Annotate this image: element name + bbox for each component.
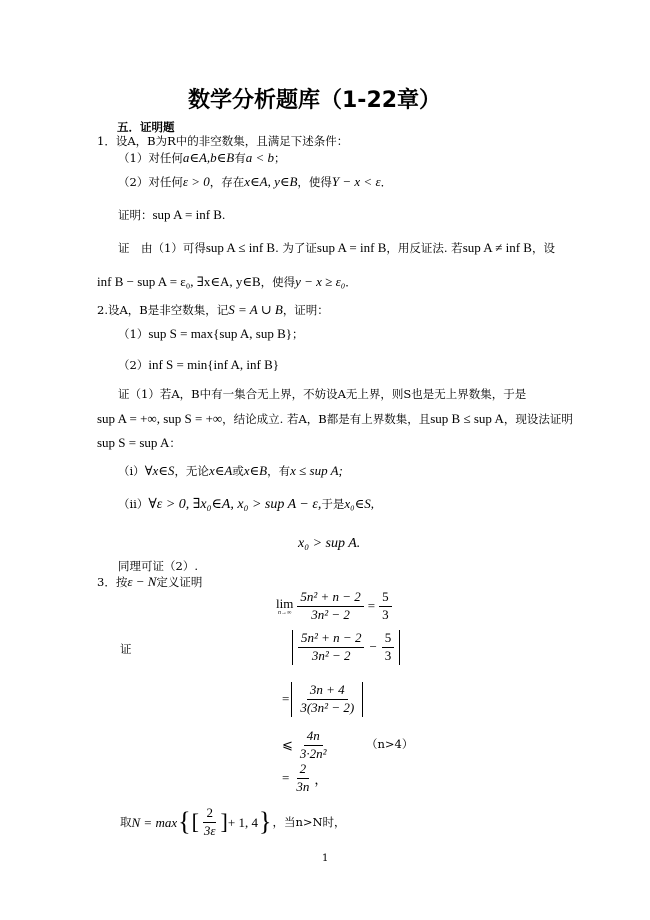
step1-equals: = — [282, 691, 290, 707]
case1-c: x∈A — [208, 463, 233, 478]
problem-1-proof-line-2 — [97, 275, 357, 289]
minus-sign: − — [369, 639, 377, 655]
left-brace: { — [178, 807, 191, 837]
cond2-label: （2）对任何 — [118, 175, 183, 189]
p2-statement-b: S = A ∪ B — [228, 302, 283, 317]
cond2-mid: ，存在 — [209, 175, 245, 189]
lhs-num: 5n² + n − 2 — [297, 590, 363, 607]
proof2-b: ，使得 — [260, 275, 296, 289]
step3-den: 3n — [296, 778, 310, 794]
step-1 — [282, 682, 363, 717]
p3-statement-a: 3．按 — [97, 575, 128, 589]
proof2-d: ． — [345, 275, 357, 289]
right-brace: } — [258, 807, 272, 837]
problem-3-proof-label: 证 — [120, 642, 132, 656]
prove-math: sup A = inf B. — [152, 207, 226, 222]
proof-c: . 为了证 — [275, 241, 317, 255]
p3-statement-c: 定义证明 — [156, 575, 203, 589]
page-title: 数学分析题库（1-22章） — [188, 88, 442, 113]
limit-expression — [276, 590, 394, 623]
proof-f: sup A ≠ inf B — [462, 240, 532, 255]
step3-comma: ， — [314, 771, 328, 787]
item1-label: （1） — [118, 327, 149, 341]
problem-2-item-2 — [118, 358, 279, 372]
p2-statement-c: ，证明： — [282, 303, 329, 317]
problem-2-statement — [97, 303, 329, 317]
step2-leq: ⩽ — [282, 737, 293, 753]
step1-abs — [291, 682, 363, 717]
abs-bars — [292, 630, 400, 665]
step2-den: 3·2n² — [299, 745, 327, 761]
case1-b: ，无论 — [174, 464, 209, 478]
step2-frac — [297, 729, 330, 762]
problem-2-case-2 — [118, 497, 374, 512]
proof-a: 证 由（1）可得 — [118, 241, 206, 255]
case1-e: x∈B — [243, 463, 268, 478]
prove-label: 证明： — [118, 208, 153, 222]
problem-2-proof-line-3 — [97, 436, 181, 450]
limit-word: lim — [276, 595, 294, 611]
problem-3-statement — [97, 575, 202, 589]
case1-a: ∀x∈S — [144, 463, 175, 478]
step1-num: 3n + 4 — [307, 683, 348, 700]
pr-c2: ： — [169, 436, 181, 450]
case1-f: ，有 — [267, 464, 291, 478]
rhs-num: 5 — [379, 590, 392, 607]
lhs-den: 3n² − 2 — [311, 606, 350, 622]
case1-d: 或 — [232, 464, 244, 478]
item1-end: ； — [292, 327, 304, 341]
cond2-mid2: ，使得 — [297, 175, 332, 189]
step-2 — [282, 729, 332, 762]
problem-2-proof-line-2 — [97, 412, 573, 426]
step3-frac — [293, 762, 312, 795]
proof-b: sup A ≤ inf B — [205, 240, 276, 255]
case2-a: ∀ε > 0, ∃x₀∈A, x₀ > sup A − ε, — [148, 497, 322, 512]
step3-equals: = — [282, 770, 290, 786]
pr-c1: sup S = sup A — [97, 435, 170, 450]
cond1-mid: 有 — [234, 151, 246, 165]
step-3 — [282, 762, 327, 795]
cond1-end: ； — [274, 151, 286, 165]
problem-2-same: 同理可证（2）. — [118, 559, 198, 573]
step2-num: 4n — [304, 729, 323, 746]
rhs-den: 3 — [382, 606, 389, 622]
limit-rhs-fraction — [379, 590, 392, 623]
take-frac-num: 2 — [203, 806, 216, 823]
section-heading: 五．证明题 — [117, 120, 175, 134]
problem-1-statement: 1．设A，B为R中的非空数集，且满足下述条件： — [97, 134, 349, 148]
limit-lhs-fraction — [297, 590, 363, 623]
take-c: + 1, 4 — [227, 814, 258, 830]
pr-b4: ，现设法证明 — [503, 412, 573, 426]
item1-math: sup S = max{sup A, sup B} — [148, 326, 293, 341]
page-number: 1 — [322, 853, 329, 864]
proof2-a: inf B − sup A = ε₀, ∃x∈A, y∈B — [97, 274, 261, 289]
step1-frac — [297, 683, 357, 716]
step2-note: （n>4） — [366, 737, 414, 751]
abs-num2: 5 — [382, 631, 395, 648]
cond2-eps: ε > 0 — [182, 174, 210, 189]
equals-sign: = — [367, 598, 376, 614]
case2-b: 于是 — [321, 497, 345, 511]
case2-c: x₀∈S, — [344, 496, 375, 511]
case2-res: x₀ > sup A. — [298, 536, 361, 551]
step3-num: 2 — [297, 762, 310, 779]
problem-1-condition-1 — [118, 151, 286, 165]
item2-math: inf S = min{inf A, inf B} — [148, 357, 280, 372]
p2-statement-a: 2.设A，B是非空数集，记 — [97, 303, 229, 317]
abs-frac-1 — [298, 631, 364, 664]
take-frac — [201, 806, 219, 839]
cond1-math: a∈A,b∈B — [182, 150, 235, 165]
problem-1-condition-2 — [118, 175, 392, 189]
item2-label: （2） — [118, 358, 149, 372]
cond2-end: ． — [380, 175, 393, 189]
cond1-tail: a < b — [245, 150, 274, 165]
cond2-xy: x∈A, y∈B — [244, 174, 298, 189]
pr-b1: sup A = +∞, sup S = +∞ — [97, 411, 223, 426]
proof-g: ，设 — [531, 241, 555, 255]
limit-operator — [276, 597, 293, 616]
abs-difference — [292, 630, 400, 665]
limit-subscript: n→∞ — [278, 609, 292, 616]
problem-1-proof-line-1 — [118, 241, 555, 255]
take-n-line — [120, 806, 346, 839]
abs-den: 3n² − 2 — [311, 647, 351, 663]
problem-2-proof-line-1: 证（1）若A，B中有一集合无上界，不妨设A无上界，则S也是无上界数集，于是 — [118, 387, 527, 401]
proof-e: ，用反证法. 若 — [386, 241, 463, 255]
take-frac-den: 3ε — [203, 822, 216, 838]
problem-2-item-1 — [118, 327, 304, 341]
abs-den2: 3 — [384, 647, 392, 663]
abs-frac-2 — [382, 631, 395, 664]
cond1-label: （1）对任何 — [118, 151, 183, 165]
right-bracket: ] — [220, 809, 228, 835]
problem-2-case-1 — [118, 464, 343, 478]
case2-label: （ⅱ） — [118, 497, 149, 511]
take-b: N = max — [131, 814, 178, 830]
case1-label: （ⅰ） — [118, 464, 145, 478]
left-bracket: [ — [191, 809, 199, 835]
pr-b2: ，结论成立. 若A，B都是有上界数集，且 — [222, 412, 431, 426]
cond2-ineq: Y − x < ε — [331, 174, 381, 189]
proof2-c: y − x ≥ ε₀ — [295, 274, 346, 289]
abs-num: 5n² + n − 2 — [298, 631, 364, 648]
take-a: 取 — [120, 814, 132, 829]
problem-1-goal — [118, 208, 225, 222]
step1-den: 3(3n² − 2) — [300, 699, 355, 715]
p3-statement-b: ε − N — [127, 574, 157, 589]
pr-b3: sup B ≤ sup A — [430, 411, 504, 426]
problem-2-case-2-result — [298, 532, 360, 552]
proof-d: sup A = inf B — [316, 240, 387, 255]
case1-g: x ≤ sup A; — [290, 463, 343, 478]
take-d: ，当n>N时， — [272, 814, 346, 829]
